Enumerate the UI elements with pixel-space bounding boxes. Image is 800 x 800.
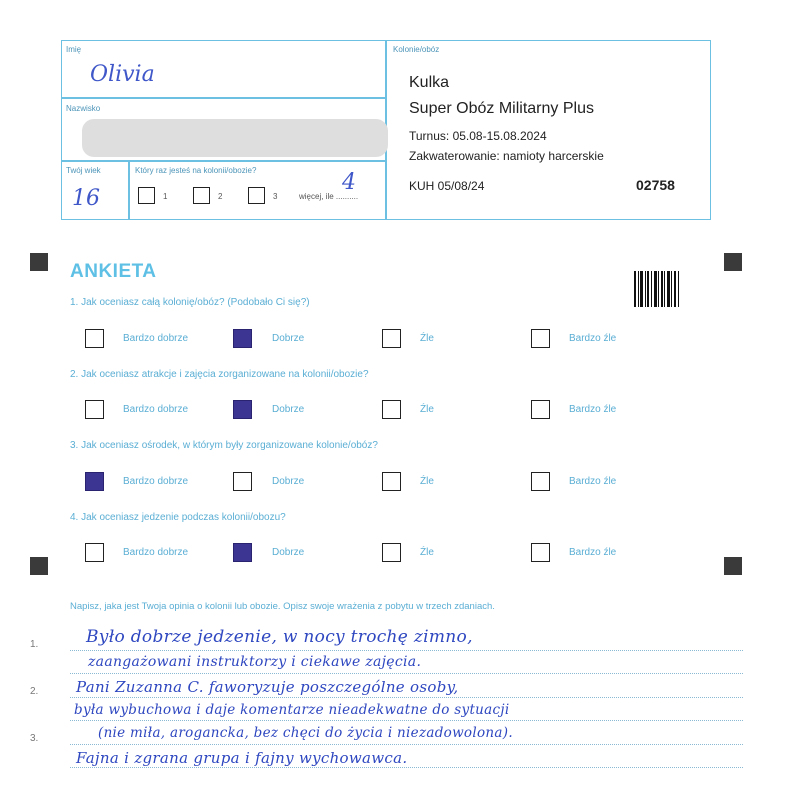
answer-line: [70, 767, 743, 768]
registration-marker-top-left: [30, 253, 48, 271]
wiecej-label: więcej, ile ..........: [299, 192, 359, 201]
wiecej-value: 4: [342, 170, 356, 195]
q2-checkbox-zle[interactable]: [382, 400, 401, 419]
header-divider-1: [61, 97, 386, 99]
imie-value: Olivia: [90, 62, 155, 87]
q4-checkbox-bardzo-zle[interactable]: [531, 543, 550, 562]
q1-checkbox-bardzo-zle[interactable]: [531, 329, 550, 348]
q4-checkbox-dobrze[interactable]: [233, 543, 252, 562]
turnus: Turnus: 05.08-15.08.2024: [409, 129, 547, 143]
answer-line: [70, 697, 743, 698]
q3-label-dobrze: Dobrze: [272, 476, 305, 487]
checkbox-1[interactable]: [138, 187, 155, 204]
opinion-instruction: Napisz, jaka jest Twoja opinia o kolonii lub obozie. Opisz swoje wrażenia z pobytu w trzech zdaniach.: [70, 601, 495, 612]
header-divider-2: [61, 160, 386, 162]
q1-checkbox-zle[interactable]: [382, 329, 401, 348]
answer-line: [70, 720, 743, 721]
q1-checkbox-bardzo-dobrze[interactable]: [85, 329, 104, 348]
q2-checkbox-bardzo-dobrze[interactable]: [85, 400, 104, 419]
q2-label-dobrze: Dobrze: [272, 404, 305, 415]
wiek-label: Twój wiek: [66, 166, 101, 175]
q3-checkbox-bardzo-dobrze[interactable]: [85, 472, 104, 491]
line-number-3: 3.: [30, 733, 39, 744]
handwritten-line-2: zaangażowani instruktorzy i ciekawe zajęcia.: [88, 654, 422, 670]
checkbox-3[interactable]: [248, 187, 265, 204]
q2-checkbox-dobrze[interactable]: [233, 400, 252, 419]
wiek-value: 16: [72, 186, 100, 211]
q4-checkbox-zle[interactable]: [382, 543, 401, 562]
q4-label-zle: Źle: [420, 547, 434, 558]
zakwaterowanie: Zakwaterowanie: namioty harcerskie: [409, 149, 604, 163]
line-number-2: 2.: [30, 686, 39, 697]
handwritten-line-5: (nie miła, arogancka, bez chęci do życia i niezadowolona).: [98, 725, 513, 741]
question-2: 2. Jak oceniasz atrakcje i zajęcia zorganizowane na kolonii/obozie?: [70, 369, 369, 380]
q3-label-bardzo-dobrze: Bardzo dobrze: [123, 476, 189, 487]
question-3: 3. Jak oceniasz ośrodek, w którym były zorganizowane kolonie/obóz?: [70, 440, 378, 451]
handwritten-line-6: Fajna i zgrana grupa i fajny wychowawca.: [76, 749, 408, 767]
handwritten-line-3: Pani Zuzanna C. faworyzuje poszczególne osoby,: [76, 678, 459, 696]
option-1-label: 1: [163, 192, 168, 201]
line-number-1: 1.: [30, 639, 39, 650]
q3-checkbox-dobrze[interactable]: [233, 472, 252, 491]
option-2-label: 2: [218, 192, 223, 201]
nazwisko-label: Nazwisko: [66, 104, 101, 113]
handwritten-line-1: Było dobrze jedzenie, w nocy trochę zimno,: [86, 627, 473, 647]
kolonia-label: Kolonie/obóz: [393, 45, 440, 54]
age-divider: [128, 160, 130, 220]
answer-line: [70, 650, 743, 651]
form-number: 02758: [636, 177, 675, 193]
q1-label-bardzo-dobrze: Bardzo dobrze: [123, 333, 189, 344]
q2-checkbox-bardzo-zle[interactable]: [531, 400, 550, 419]
q1-label-zle: Źle: [420, 333, 434, 344]
q2-label-bardzo-zle: Bardzo źle: [569, 404, 617, 415]
q3-label-bardzo-zle: Bardzo źle: [569, 476, 617, 487]
question-4: 4. Jak oceniasz jedzenie podczas kolonii/obozu?: [70, 512, 286, 523]
kolonia-name: Kulka: [409, 74, 450, 91]
handwritten-line-4: była wybuchowa i daje komentarze nieadekwatne do sytuacji: [74, 702, 510, 718]
answer-line: [70, 673, 743, 674]
question-1: 1. Jak oceniasz całą kolonię/obóz? (Podobało Ci się?): [70, 297, 310, 308]
q4-label-dobrze: Dobrze: [272, 547, 305, 558]
q1-label-dobrze: Dobrze: [272, 333, 305, 344]
q4-label-bardzo-dobrze: Bardzo dobrze: [123, 547, 189, 558]
q3-label-zle: Źle: [420, 476, 434, 487]
checkbox-2[interactable]: [193, 187, 210, 204]
registration-marker-bottom-right: [724, 557, 742, 575]
registration-marker-bottom-left: [30, 557, 48, 575]
q4-checkbox-bardzo-dobrze[interactable]: [85, 543, 104, 562]
answer-line: [70, 744, 743, 745]
q1-checkbox-dobrze[interactable]: [233, 329, 252, 348]
q1-label-bardzo-zle: Bardzo źle: [569, 333, 617, 344]
kod-turnusu: KUH 05/08/24: [409, 179, 485, 193]
q2-label-bardzo-dobrze: Bardzo dobrze: [123, 404, 189, 415]
program-name: Super Obóz Militarny Plus: [409, 100, 594, 117]
survey-title: ANKIETA: [70, 261, 157, 282]
barcode: [634, 271, 690, 307]
redacted-surname: [82, 119, 388, 157]
q2-label-zle: Źle: [420, 404, 434, 415]
q3-checkbox-bardzo-zle[interactable]: [531, 472, 550, 491]
imie-label: Imię: [66, 45, 82, 54]
option-3-label: 3: [273, 192, 278, 201]
ktory-raz-label: Który raz jesteś na kolonii/obozie?: [135, 166, 257, 175]
q3-checkbox-zle[interactable]: [382, 472, 401, 491]
registration-marker-top-right: [724, 253, 742, 271]
q4-label-bardzo-zle: Bardzo źle: [569, 547, 617, 558]
